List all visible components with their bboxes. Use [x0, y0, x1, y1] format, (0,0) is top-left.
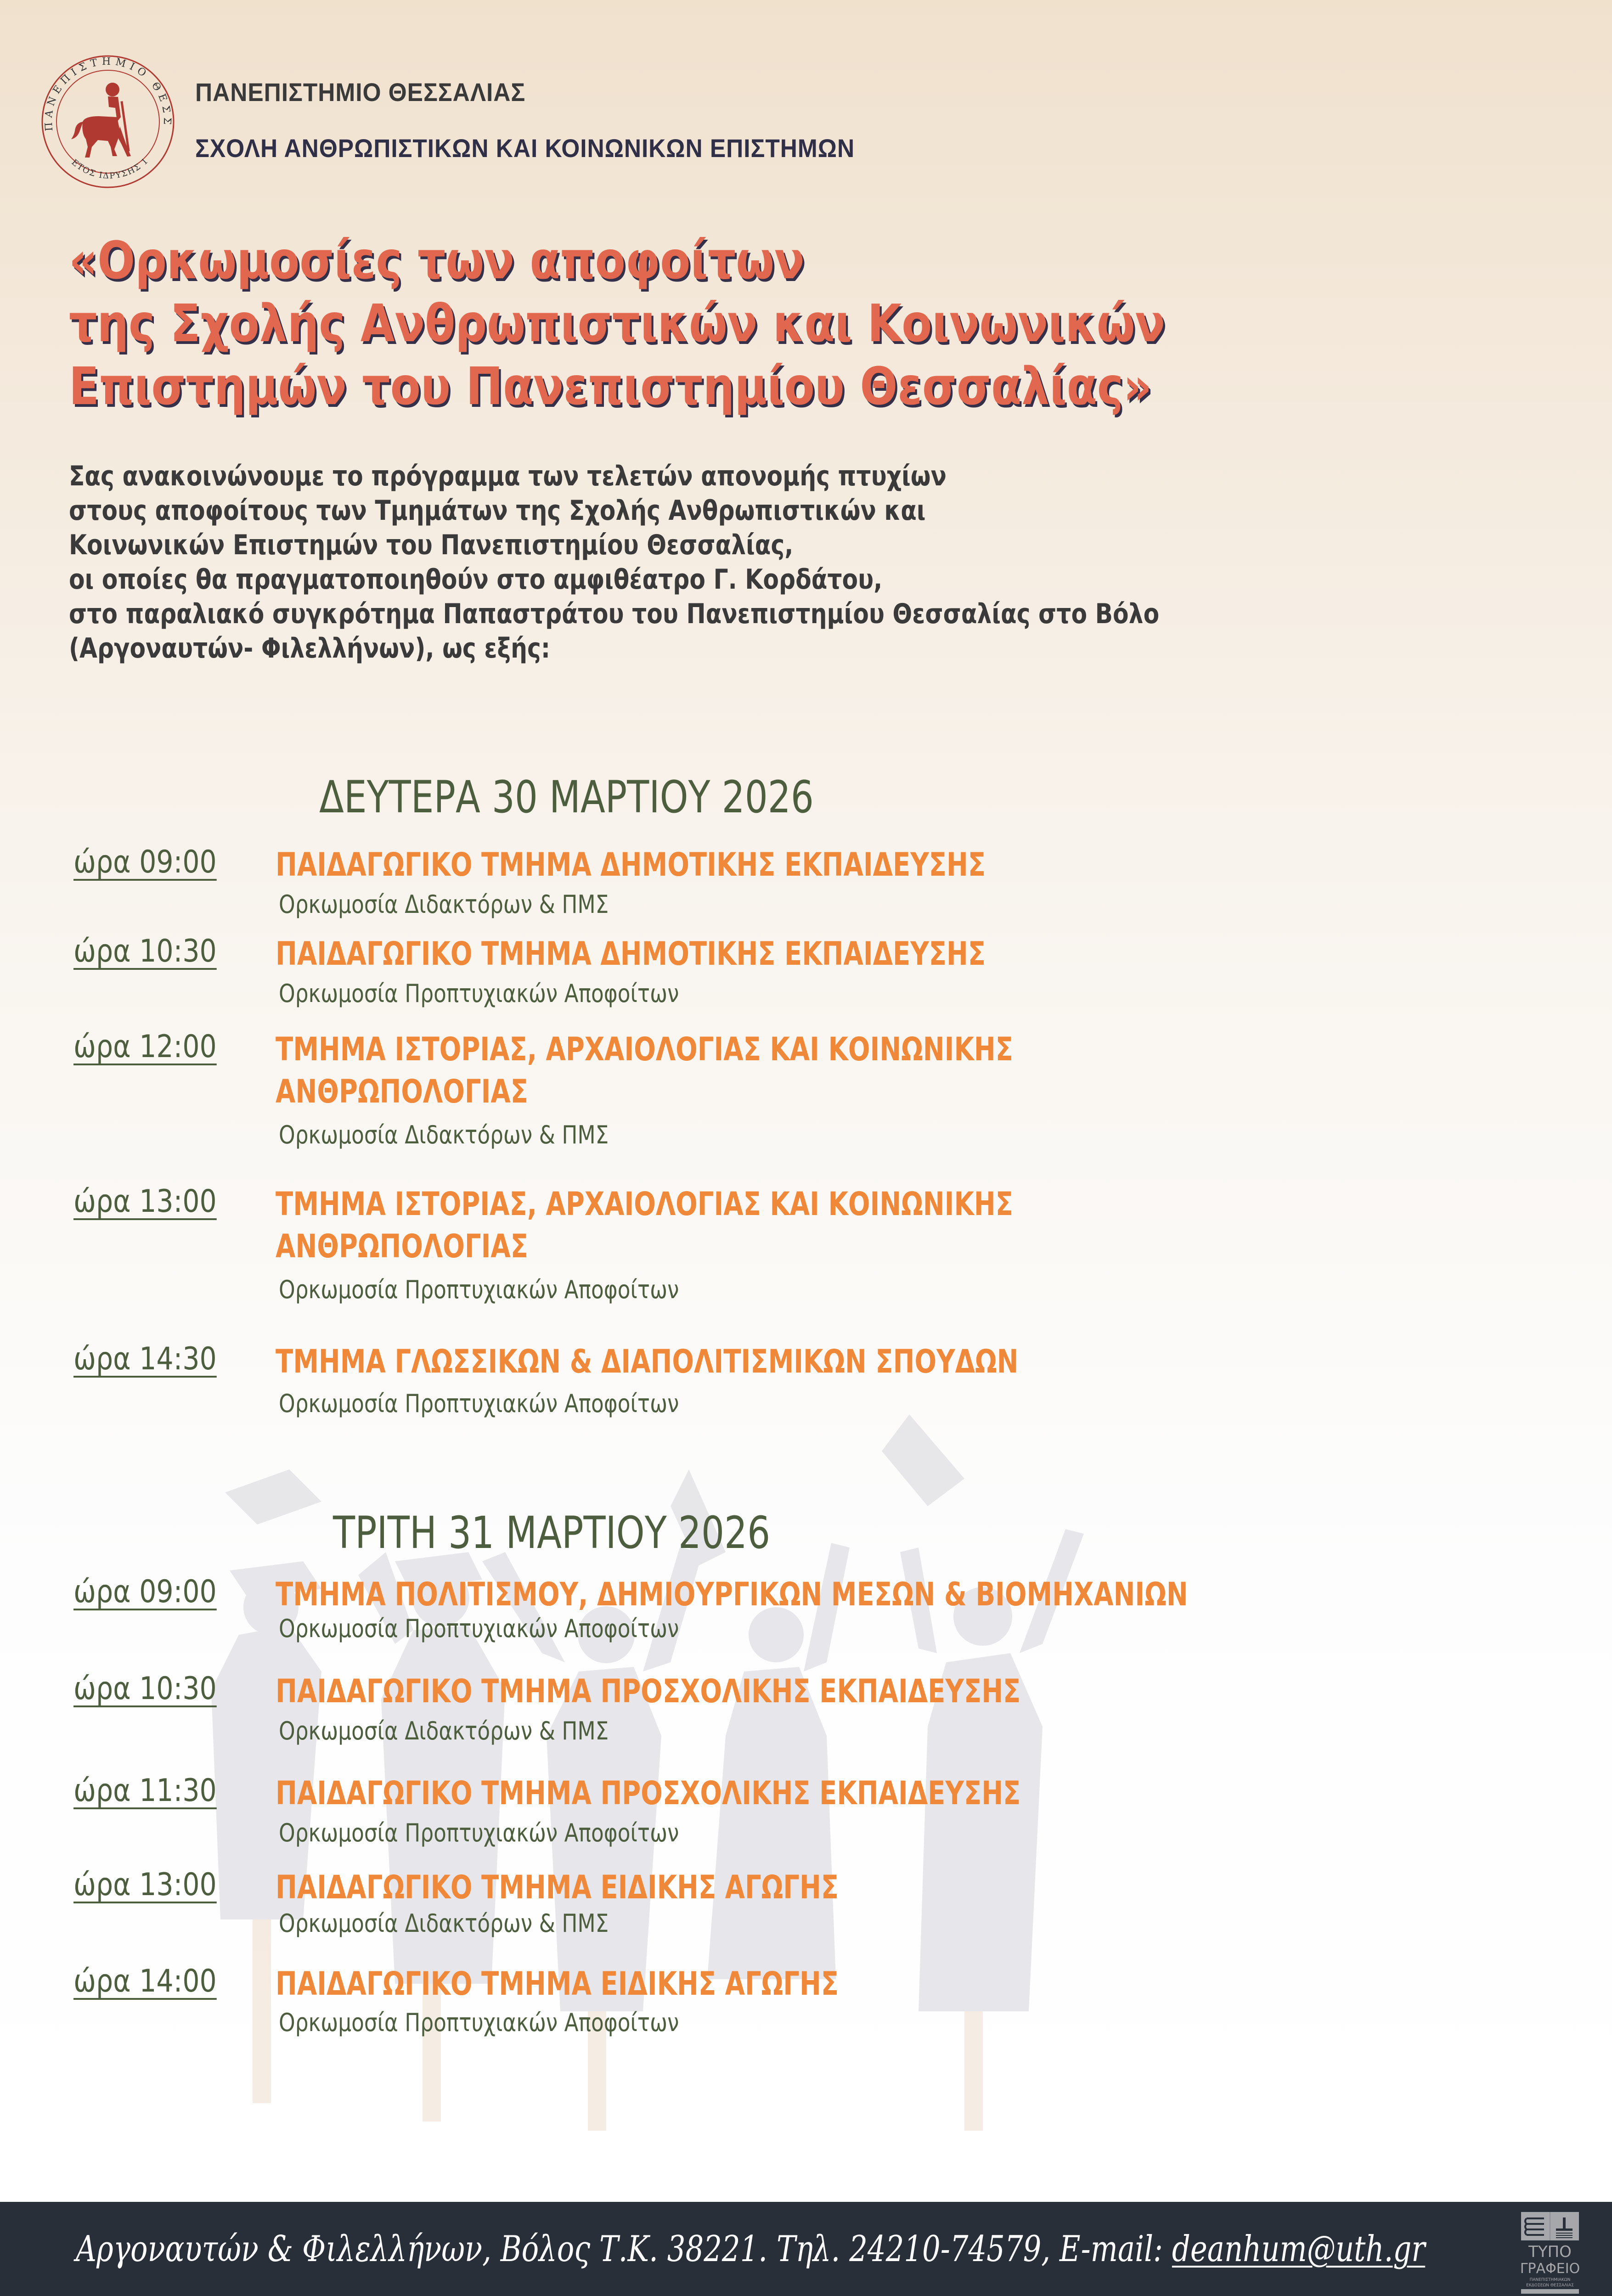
day-heading: ΔΕΥΤΕΡΑ 30 ΜΑΡΤΙΟΥ 2026 [319, 771, 814, 823]
slot-ceremony-type: Ορκωμοσία Διδακτόρων & ΠΜΣ [279, 1909, 609, 1938]
slot-ceremony-type: Ορκωμοσία Προπτυχιακών Αποφοίτων [279, 2008, 679, 2037]
slot-ceremony-type: Ορκωμοσία Προπτυχιακών Αποφοίτων [279, 1275, 679, 1304]
university-name: ΠΑΝΕΠΙΣΤΗΜΙΟ ΘΕΣΣΑΛΙΑΣ [195, 78, 526, 107]
press-logo-line2: ΓΡΑΦΕΙΟ [1520, 2261, 1580, 2277]
slot-department: ΤΜΗΜΑ ΓΛΩΣΣΙΚΩΝ & ΔΙΑΠΟΛΙΤΙΣΜΙΚΩΝ ΣΠΟΥΔΩΝ [276, 1343, 1019, 1380]
slot-time: ώρα 11:30 [73, 1773, 217, 1809]
slot-ceremony-type: Ορκωμοσία Προπτυχιακών Αποφοίτων [279, 1614, 679, 1643]
press-logo-line1: ΤΥΠΟ [1528, 2243, 1572, 2261]
slot-ceremony-type: Ορκωμοσία Προπτυχιακών Αποφοίτων [279, 1818, 679, 1847]
intro-paragraph [69, 459, 1367, 666]
slot-ceremony-type: Ορκωμοσία Διδακτόρων & ΠΜΣ [279, 1716, 609, 1745]
footer-address: Αργοναυτών & Φιλελλήνων, Βόλος Τ.Κ. 38221. Τηλ. 24210-74579, E-mail: [76, 2228, 1172, 2270]
slot-time: ώρα 10:30 [73, 1671, 217, 1707]
slot-ceremony-type: Ορκωμοσία Προπτυχιακών Αποφοίτων [279, 979, 679, 1008]
intro-line: (Αργοναυτών- Φιλελλήνων), ως εξής: [69, 632, 551, 664]
printing-press-icon [1520, 2211, 1580, 2294]
slot-ceremony-type: Ορκωμοσία Προπτυχιακών Αποφοίτων [279, 1389, 679, 1418]
university-seal-logo [39, 53, 177, 191]
title-line: «Ορκωμοσίες των αποφοίτων [69, 231, 805, 291]
slot-department: ΠΑΙΔΑΓΩΓΙΚΟ ΤΜΗΜΑ ΕΙΔΙΚΗΣ ΑΓΩΓΗΣ [276, 1965, 839, 2003]
footer-contact [76, 2228, 1425, 2270]
title-line: Επιστημών του Πανεπιστημίου Θεσσαλίας» [69, 357, 1152, 416]
seal-ring-text: ΠΑΝΕΠΙΣΤΗΜΙΟ ΘΕΣΣ [43, 56, 173, 132]
slot-time: ώρα 09:00 [73, 1574, 217, 1610]
slot-department: ΠΑΙΔΑΓΩΓΙΚΟ ΤΜΗΜΑ ΔΗΜΟΤΙΚΗΣ ΕΚΠΑΙΔΕΥΣΗΣ [276, 846, 986, 884]
slot-ceremony-type: Ορκωμοσία Διδακτόρων & ΠΜΣ [279, 1120, 609, 1149]
slot-department: ΤΜΗΜΑ ΙΣΤΟΡΙΑΣ, ΑΡΧΑΙΟΛΟΓΙΑΣ ΚΑΙ ΚΟΙΝΩΝΙΚΗΣ [276, 1030, 1013, 1068]
intro-line: οι οποίες θα πραγματοποιηθούν στο αμφιθέατρο Γ. Κορδάτου, [69, 563, 883, 596]
seal-founded-text: ΕΤΟΣ ΙΔΡΥΣΗΣ 1 [69, 156, 151, 181]
slot-time: ώρα 14:30 [73, 1341, 217, 1377]
slot-ceremony-type: Ορκωμοσία Διδακτόρων & ΠΜΣ [279, 890, 609, 919]
press-logo-line4: ΕΚΔΟΣΕΩΝ ΘΕΣΣΑΛΙΑΣ [1526, 2283, 1574, 2288]
intro-line: Κοινωνικών Επιστημών του Πανεπιστημίου Θεσσαλίας, [69, 529, 794, 561]
press-logo-line3: ΠΑΝΕΠΙΣΤΗΜΙΑΚΩΝ [1529, 2278, 1571, 2282]
intro-line: στο παραλιακό συγκρότημα Παπαστράτου του Πανεπιστημίου Θεσσαλίας στο Βόλο [69, 598, 1160, 630]
slot-department: ΤΜΗΜΑ ΠΟΛΙΤΙΣΜΟΥ, ΔΗΜΙΟΥΡΓΙΚΩΝ ΜΕΣΩΝ & ΒΙΟΜΗΧΑΝΙΩΝ [276, 1576, 1188, 1613]
slot-department: ΤΜΗΜΑ ΙΣΤΟΡΙΑΣ, ΑΡΧΑΙΟΛΟΓΙΑΣ ΚΑΙ ΚΟΙΝΩΝΙΚΗΣ [276, 1185, 1013, 1223]
slot-department-line2: ΑΝΘΡΩΠΟΛΟΓΙΑΣ [276, 1073, 528, 1110]
footer-bar [0, 2202, 1612, 2296]
slot-time: ώρα 13:00 [73, 1867, 217, 1903]
slot-time: ώρα 14:00 [73, 1963, 217, 1999]
slot-department: ΠΑΙΔΑΓΩΓΙΚΟ ΤΜΗΜΑ ΠΡΟΣΧΟΛΙΚΗΣ ΕΚΠΑΙΔΕΥΣΗΣ [276, 1672, 1021, 1710]
centaur-icon [71, 83, 131, 158]
school-name: ΣΧΟΛΗ ΑΝΘΡΩΠΙΣΤΙΚΩΝ ΚΑΙ ΚΟΙΝΩΝΙΚΩΝ ΕΠΙΣΤΗΜΩΝ [195, 134, 855, 163]
slot-department: ΠΑΙΔΑΓΩΓΙΚΟ ΤΜΗΜΑ ΕΙΔΙΚΗΣ ΑΓΩΓΗΣ [276, 1868, 839, 1906]
slot-department-line2: ΑΝΘΡΩΠΟΛΟΓΙΑΣ [276, 1227, 528, 1265]
slot-time: ώρα 12:00 [73, 1029, 217, 1065]
slot-time: ώρα 13:00 [73, 1183, 217, 1220]
title-line: της Σχολής Ανθρωπιστικών και Κοινωνικών [69, 294, 1166, 354]
intro-line: στους αποφοίτους των Τμημάτων της Σχολής Ανθρωπιστικών και [69, 495, 926, 527]
intro-line: Σας ανακοινώνουμε το πρόγραμμα των τελετών απονομής πτυχίων [69, 460, 947, 492]
slot-time: ώρα 09:00 [73, 844, 217, 880]
slot-department: ΠΑΙΔΑΓΩΓΙΚΟ ΤΜΗΜΑ ΔΗΜΟΤΙΚΗΣ ΕΚΠΑΙΔΕΥΣΗΣ [276, 935, 986, 973]
slot-time: ώρα 10:30 [73, 933, 217, 969]
slot-department: ΠΑΙΔΑΓΩΓΙΚΟ ΤΜΗΜΑ ΠΡΟΣΧΟΛΙΚΗΣ ΕΚΠΑΙΔΕΥΣΗΣ [276, 1774, 1021, 1812]
page-title [69, 230, 1344, 418]
centaur-seal-icon [39, 53, 177, 191]
email-link[interactable]: deanhum@uth.gr [1172, 2228, 1426, 2270]
day-heading: ΤΡΙΤΗ 31 ΜΑΡΤΙΟΥ 2026 [333, 1507, 771, 1559]
university-press-logo [1520, 2211, 1580, 2294]
